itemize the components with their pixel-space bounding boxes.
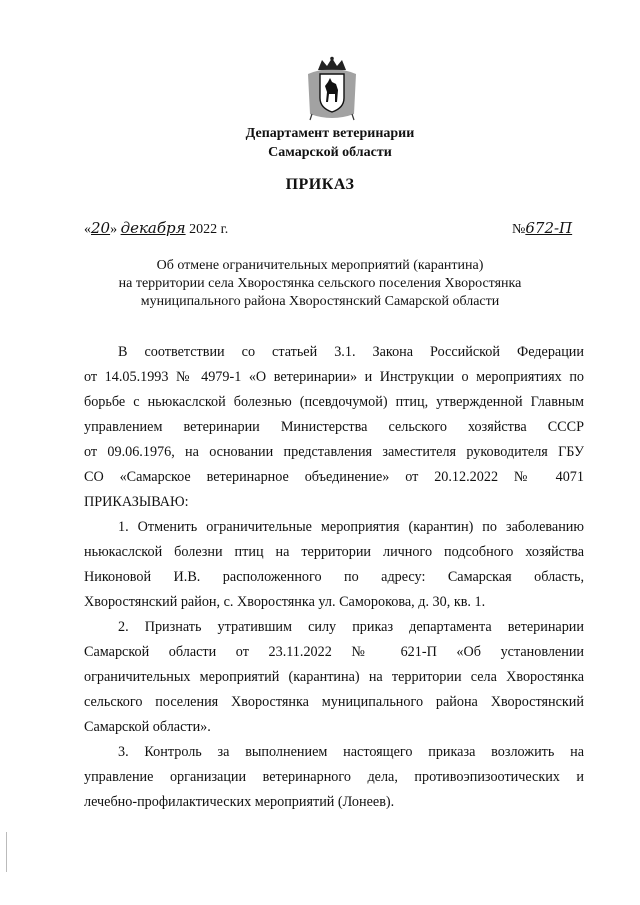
date-close-quote: »: [110, 222, 118, 237]
body-line: В соответствии со статьей 3.1. Закона Российской Федерации: [118, 344, 584, 360]
body-line: Хворостянский район, с. Хворостянка ул. Саморокова, д. 30, кв. 1.: [84, 594, 486, 610]
document-date: [84, 219, 228, 238]
number-value: 672-П: [525, 219, 573, 237]
subject-line-1: Об отмене ограничительных мероприятий (карантина): [156, 258, 484, 273]
body-line: Самарской области от 23.11.2022 № 621-П «Об установлении: [84, 644, 584, 660]
department-line-2: Самарской области: [268, 145, 392, 160]
document-subject: [90, 257, 550, 311]
body-line: борьбе с ньюкаслской болезнью (псевдочумой) птиц, утвержденной Главным: [84, 394, 584, 410]
body-line: ограничительных мероприятий (карантина) на территории села Хворостянка: [84, 669, 584, 685]
body-line: сельского поселения Хворостянка муниципального района Хворостянский: [84, 694, 584, 710]
body-line: ньюкаслской болезни птиц на территории личного подсобного хозяйства: [84, 544, 584, 560]
body-line: 2. Признать утратившим силу приказ департамента ветеринарии: [118, 619, 584, 635]
department-line-1: Департамент ветеринарии: [245, 126, 415, 141]
date-year: 2022 г.: [189, 222, 229, 237]
date-day: 20: [91, 219, 111, 237]
subject-line-3: муниципального района Хворостянский Самарской области: [140, 294, 500, 309]
body-line: Самарской области».: [84, 719, 211, 735]
document-body: [84, 340, 584, 815]
department-name: [200, 124, 460, 162]
body-line: Никоновой И.В. расположенного по адресу: Самарская область,: [84, 569, 584, 585]
body-line: ПРИКАЗЫВАЮ:: [84, 494, 189, 510]
date-open-quote: «: [84, 222, 91, 237]
body-line: лечебно-профилактических мероприятий (Лонеев).: [84, 794, 395, 810]
document-title: ПРИКАЗ: [285, 176, 355, 193]
body-line: от 09.06.1976, на основании представления заместителя руководителя ГБУ: [84, 444, 584, 460]
subject-line-2: на территории села Хворостянка сельского поселения Хворостянка: [118, 276, 522, 291]
body-line: управлением ветеринарии Министерства сельского хозяйства СССР: [84, 419, 584, 435]
body-line: 3. Контроль за выполнением настоящего приказа возложить на: [118, 744, 584, 760]
coat-of-arms-icon: [304, 56, 360, 122]
body-line: управление организации ветеринарного дела, противоэпизоотических и: [84, 769, 584, 785]
body-line: от 14.05.1993 № 4979-1 «О ветеринарии» и Инструкции о мероприятиях по: [84, 369, 584, 385]
body-line: 1. Отменить ограничительные мероприятия (карантин) по заболеванию: [118, 519, 584, 535]
body-line: СО «Самарское ветеринарное объединение» от 20.12.2022 № 4071: [84, 469, 584, 485]
scan-margin-mark: [6, 832, 7, 872]
number-prefix: №: [512, 222, 526, 237]
document-number: [512, 219, 572, 238]
date-month: декабря: [120, 219, 186, 237]
